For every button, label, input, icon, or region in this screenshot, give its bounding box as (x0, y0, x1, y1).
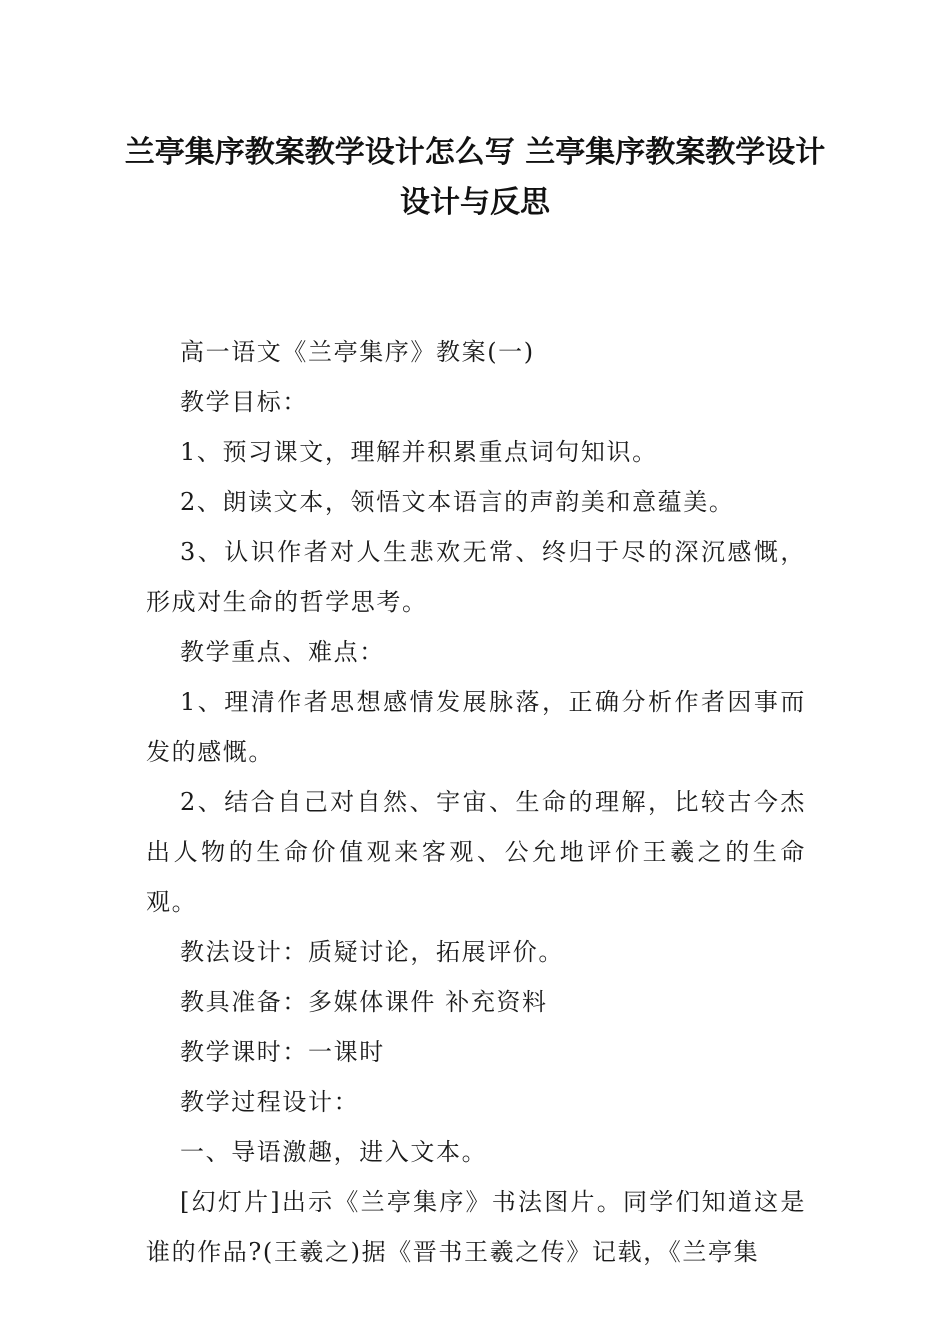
paragraph-teaching-method: 教法设计：质疑讨论，拓展评价。 (180, 938, 564, 966)
document-title: 兰亭集序教案教学设计怎么写 兰亭集序教案教学设计设计与反思 (124, 135, 826, 220)
paragraph-teaching-aids: 教具准备：多媒体课件 补充资料 (180, 988, 548, 1016)
paragraph-goal-1: 1、预习课文，理解并积累重点词句知识。 (180, 438, 658, 466)
paragraph-key-point-1: 1、理清作者思想感情发展脉落，正确分析作者因事而发的感慨。 (146, 688, 806, 766)
paragraph-process-heading: 教学过程设计： (180, 1088, 360, 1116)
paragraph-key-points-heading: 教学重点、难点： (180, 638, 385, 666)
paragraph-class-hours: 教学课时：一课时 (180, 1038, 385, 1066)
paragraph-key-point-2: 2、结合自己对自然、宇宙、生命的理解，比较古今杰出人物的生命价值观来客观、公允地评价王羲之的生命观。 (146, 788, 806, 916)
paragraph-lesson-heading: 高一语文《兰亭集序》教案(一) (180, 338, 535, 366)
paragraph-goals-heading: 教学目标： (180, 388, 308, 416)
document-body (146, 327, 806, 1277)
paragraph-goal-3: 3、认识作者对人生悲欢无常、终归于尽的深沉感慨，形成对生命的哲学思考。 (146, 538, 806, 616)
paragraph-slide-intro: [幻灯片]出示《兰亭集序》书法图片。同学们知道这是谁的作品?(王羲之)据《晋书王羲之传》记载，《兰亭集 (146, 1188, 806, 1266)
paragraph-goal-2: 2、朗读文本，领悟文本语言的声韵美和意蕴美。 (180, 488, 735, 516)
paragraph-step-1: 一、导语激趣，进入文本。 (180, 1138, 488, 1166)
